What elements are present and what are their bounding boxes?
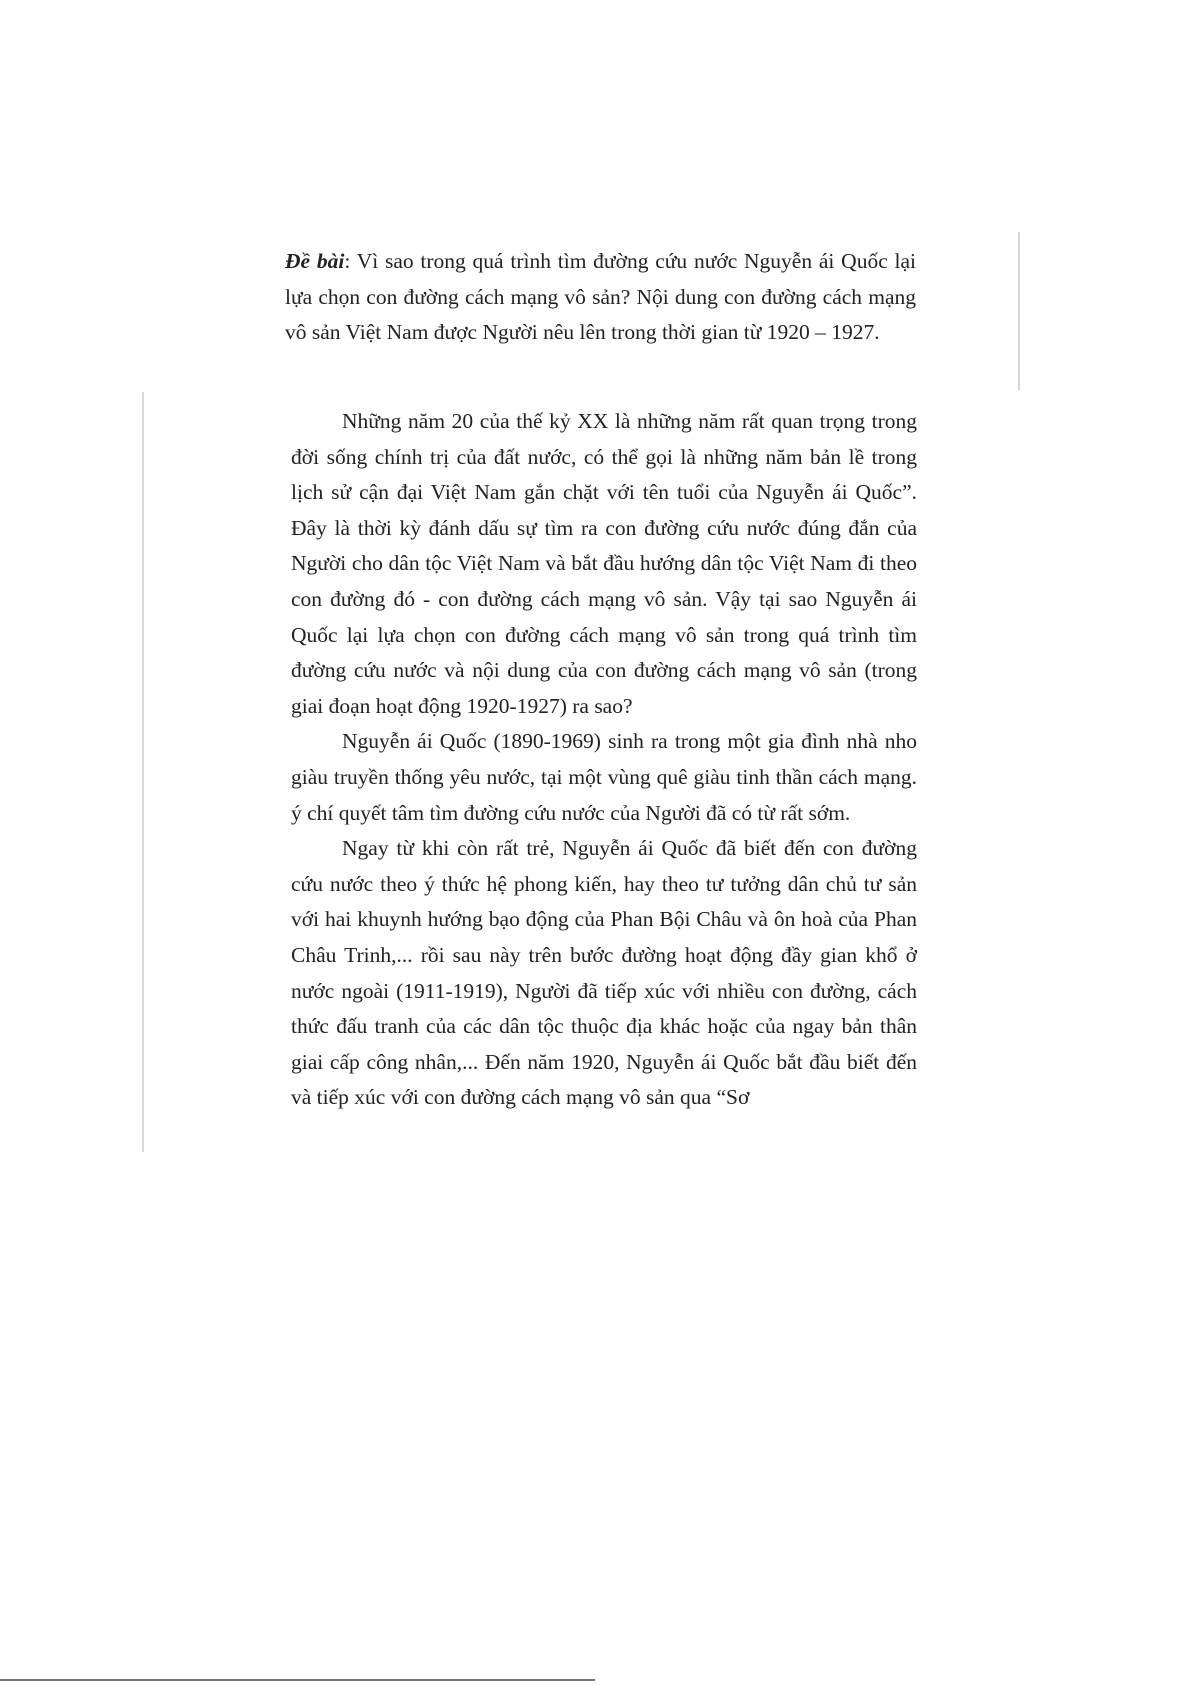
question-block [285,244,916,351]
essay-body [291,404,917,1116]
question-lead: Đề bài [285,249,345,273]
question-text: Vì sao trong quá trình tìm đường cứu nước Nguyễn ái Quốc lại lựa chọn con đường cách mạng vô sản? Nội dung con đường cách mạng vô sản Việt Nam được Người nêu lên trong thời gian từ 1920 – 1927. [285,249,916,345]
paragraph-2: Nguyễn ái Quốc (1890-1969) sinh ra trong một gia đình nhà nho giàu truyền thống yêu nước, tại một vùng quê giàu tinh thần cách mạng. ý chí quyết tâm tìm đường cứu nước của Người đã có từ rất sớm. [291,729,917,825]
paragraph-3: Ngay từ khi còn rất trẻ, Nguyễn ái Quốc đã biết đến con đường cứu nước theo ý thức hệ phong kiến, hay theo tư tưởng dân chủ tư sản với hai khuynh hướng bạo động của Phan Bội Châu và ôn hoà của Phan Châu Trinh,... rồi sau này trên bước đường hoạt động đầy gian khổ ở nước ngoài (1911-1919), Người đã tiếp xúc với nhiều con đường, cách thức đấu tranh của các dân tộc thuộc địa khác hoặc của ngay bản thân giai cấp công nhân,... Đến năm 1920, Nguyễn ái Quốc bắt đầu biết đến và tiếp xúc với con đường cách mạng vô sản qua “Sơ [291,836,917,1110]
left-margin-rule [142,392,144,1152]
right-margin-rule [1018,232,1020,390]
paragraph-1: Những năm 20 của thế kỷ XX là những năm rất quan trọng trong đời sống chính trị của đất nước, có thể gọi là những năm bản lề trong lịch sử cận đại Việt Nam gắn chặt với tên tuổi của Nguyễn ái Quốc”. Đây là thời kỳ đánh dấu sự tìm ra con đường cứu nước đúng đắn của Người cho dân tộc Việt Nam và bắt đầu hướng dân tộc Việt Nam đi theo con đường đó - con đường cách mạng vô sản. Vậy tại sao Nguyễn ái Quốc lại lựa chọn con đường cách mạng vô sản trong quá trình tìm đường cứu nước và nội dung của con đường cách mạng vô sản (trong giai đoạn hoạt động 1920-1927) ra sao? [291,409,917,718]
footer-rule [0,1679,595,1681]
question-separator: : [344,249,357,273]
